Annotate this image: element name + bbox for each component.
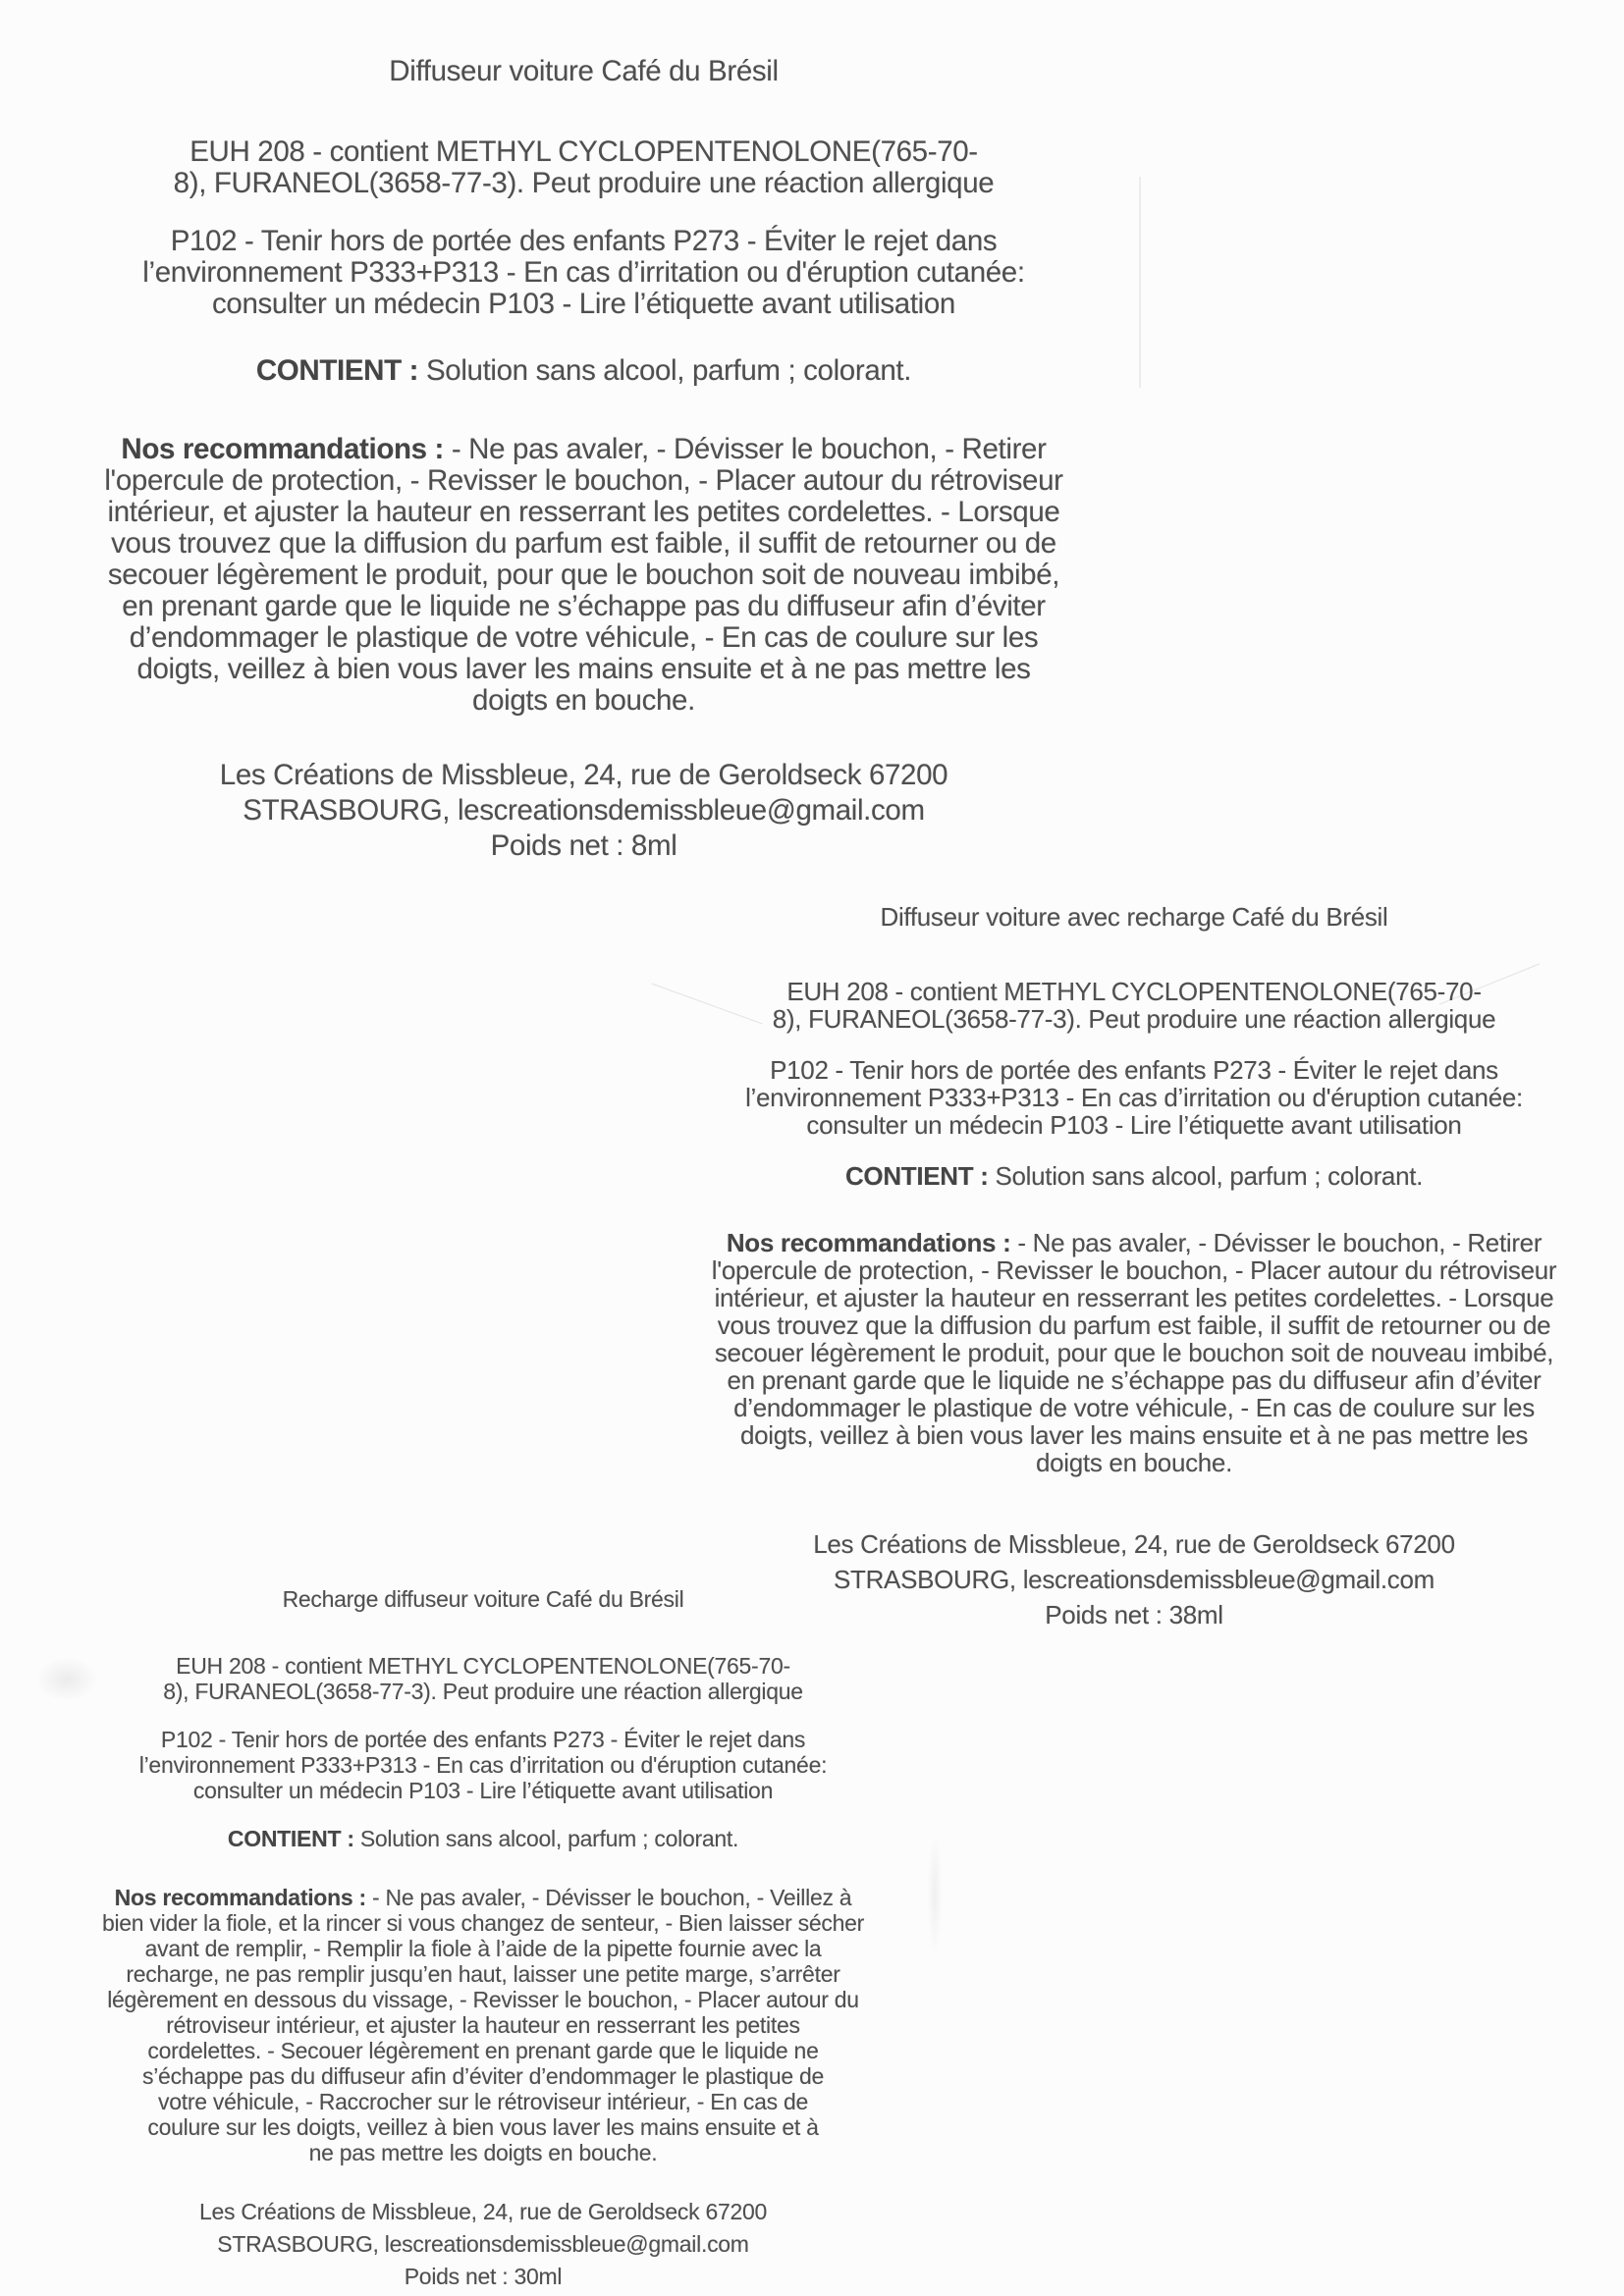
recommendations-line: vous trouvez que la diffusion du parfum est faible, il suffit de retourner ou de: [111, 527, 1056, 560]
contents-text: Solution sans alcool, parfum ; colorant.: [353, 1826, 739, 1851]
contents-statement: [46, 1826, 920, 1851]
recommendations-line: Nos recommandations : - Ne pas avaler, - Dévisser le bouchon, - Retirer: [121, 433, 1047, 465]
title-text: Diffuseur voiture avec recharge Café du Brésil: [880, 902, 1388, 932]
recommendations-line: vous trouvez que la diffusion du parfum est faible, il suffit de retourner ou de: [717, 1310, 1551, 1340]
euh-line: EUH 208 - contient METHYL CYCLOPENTENOLONE(765-70-: [176, 1653, 790, 1679]
recommendations-line: rétroviseur intérieur, et ajuster la hauteur en resserrant les petites: [166, 2012, 800, 2038]
address-line: STRASBOURG, lescreationsdemissbleue@gmail.com: [217, 2231, 749, 2257]
address-line: Les Créations de Missbleue, 24, rue de Geroldseck 67200: [198, 2199, 768, 2224]
precaution-statements: [687, 1056, 1581, 1139]
contents-label: CONTIENT :: [255, 354, 419, 387]
recommendations-line: bien vider la fiole, et la rincer si vous changez de senteur, - Bien laisser sécher: [101, 1910, 865, 1936]
recommendations-label: Nos recommandations :: [726, 1228, 1011, 1257]
recommendations-line: s’échappe pas du diffuseur afin d’éviter d’endommager le plastique de: [142, 2063, 824, 2089]
euh-line: EUH 208 - contient METHYL CYCLOPENTENOLONE(765-70-: [189, 135, 978, 168]
scan-artifact-specks: [928, 1836, 942, 1953]
recommendations-line: secouer légèrement le produit, pour que le bouchon soit de nouveau imbibé,: [714, 1338, 1554, 1367]
recommendations-line: coulure sur les doigts, veillez à bien vous laver les mains ensuite et à: [147, 2114, 819, 2140]
recommendations-label: Nos recommandations :: [121, 433, 445, 465]
contents-line: [22, 355, 1146, 387]
address-line: STRASBOURG, lescreationsdemissbleue@gmail.com: [833, 1565, 1435, 1594]
contents-label: CONTIENT :: [227, 1826, 354, 1851]
recommendations-line: intérieur, et ajuster la hauteur en resserrant les petites cordelettes. - Lorsque: [714, 1283, 1554, 1312]
contents-line: [687, 1162, 1581, 1190]
precaution-line: P102 - Tenir hors de portée des enfants P273 - Éviter le rejet dans: [160, 1727, 806, 1752]
manufacturer-address: [22, 758, 1146, 864]
recommendations-line: intérieur, et ajuster la hauteur en resserrant les petites cordelettes. - Lorsque: [107, 496, 1060, 528]
contents-line: [46, 1826, 920, 1851]
address-line: Les Créations de Missbleue, 24, rue de Geroldseck 67200: [813, 1529, 1455, 1559]
label-recharge-30ml: [46, 1586, 920, 2293]
recommendations-line: l'opercule de protection, - Revisser le bouchon, - Placer autour du rétroviseur: [711, 1255, 1557, 1285]
recommendations-line: recharge, ne pas remplir jusqu’en haut, laisser une petite marge, s’arrêter: [126, 1961, 840, 1987]
recommendations-line: Nos recommandations : - Ne pas avaler, - Dévisser le bouchon, - Retirer: [726, 1228, 1543, 1257]
euh-hazard-statement: [22, 136, 1146, 199]
label-diffuseur-voiture-8ml: [22, 56, 1146, 864]
precaution-line: l’environnement P333+P313 - En cas d’irritation ou d'éruption cutanée:: [138, 1752, 828, 1778]
recommendations-line: d’endommager le plastique de votre véhicule, - En cas de coulure sur les: [129, 621, 1039, 654]
precaution-statements: [22, 226, 1146, 320]
recommendations-line: avant de remplir, - Remplir la fiole à l’aide de la pipette fournie avec la: [144, 1936, 822, 1961]
recommendations-line: en prenant garde que le liquide ne s’échappe pas du diffuseur afin d’éviter: [122, 590, 1046, 622]
recommendations: [687, 1229, 1581, 1476]
precaution-line: consulter un médecin P103 - Lire l’étiquette avant utilisation: [806, 1110, 1462, 1140]
euh-hazard-statement: [46, 1653, 920, 1704]
address-line: STRASBOURG, lescreationsdemissbleue@gmail.com: [243, 794, 925, 827]
recommendations-line: doigts en bouche.: [472, 684, 695, 717]
contents-text: Solution sans alcool, parfum ; colorant.: [418, 354, 912, 387]
manufacturer-address: [46, 2196, 920, 2293]
address-line: Les Créations de Missbleue, 24, rue de Geroldseck 67200: [219, 759, 948, 791]
precaution-line: P102 - Tenir hors de portée des enfants P273 - Éviter le rejet dans: [770, 1055, 1498, 1085]
recommendations-line: l'opercule de protection, - Revisser le bouchon, - Placer autour du rétroviseur: [104, 464, 1063, 497]
precaution-line: consulter un médecin P103 - Lire l’étiquette avant utilisation: [192, 1778, 774, 1803]
contents-text: Solution sans alcool, parfum ; colorant.: [988, 1161, 1424, 1191]
recommendations-line: ne pas mettre les doigts en bouche.: [308, 2140, 658, 2165]
euh-line: 8), FURANEOL(3658-77-3). Peut produire une réaction allergique: [772, 1004, 1496, 1034]
recommendations-line: votre véhicule, - Raccrocher sur le rétroviseur intérieur, - En cas de: [157, 2089, 808, 2114]
label-diffuseur-avec-recharge-38ml: [687, 903, 1581, 1632]
title-text: Recharge diffuseur voiture Café du Brésil: [282, 1586, 684, 1612]
precaution-statements: [46, 1727, 920, 1803]
net-weight: Poids net : 8ml: [490, 829, 677, 862]
recommendations-line: doigts en bouche.: [1036, 1448, 1232, 1477]
net-weight: Poids net : 30ml: [404, 2264, 563, 2289]
precaution-line: consulter un médecin P103 - Lire l’étiquette avant utilisation: [212, 288, 955, 320]
precaution-line: l’environnement P333+P313 - En cas d’irritation ou d'éruption cutanée:: [142, 256, 1025, 289]
euh-line: 8), FURANEOL(3658-77-3). Peut produire une réaction allergique: [173, 167, 995, 199]
euh-line: EUH 208 - contient METHYL CYCLOPENTENOLONE(765-70-: [786, 977, 1482, 1006]
precaution-line: l’environnement P333+P313 - En cas d’irritation ou d'éruption cutanée:: [745, 1083, 1523, 1112]
precaution-line: P102 - Tenir hors de portée des enfants P273 - Éviter le rejet dans: [170, 225, 998, 257]
recommendations: [46, 1885, 920, 2165]
recommendations-line: cordelettes. - Secouer légèrement en prenant garde que le liquide ne: [147, 2038, 819, 2063]
recommendations-label: Nos recommandations :: [114, 1885, 366, 1910]
net-weight: Poids net : 38ml: [1045, 1600, 1223, 1629]
euh-line: 8), FURANEOL(3658-77-3). Peut produire une réaction allergique: [163, 1679, 803, 1704]
recommendations-line: doigts, veillez à bien vous laver les mains ensuite et à ne pas mettre les: [136, 653, 1031, 685]
recommendations-line: en prenant garde que le liquide ne s’échappe pas du diffuseur afin d’éviter: [727, 1365, 1542, 1395]
recommendations-line: légèrement en dessous du vissage, - Revisser le bouchon, - Placer autour du: [107, 1987, 859, 2012]
recommendations-line: d’endommager le plastique de votre véhicule, - En cas de coulure sur les: [733, 1393, 1535, 1422]
contents-label: CONTIENT :: [844, 1161, 989, 1191]
recommendations: [22, 434, 1146, 717]
product-title: [22, 56, 1146, 87]
euh-hazard-statement: [687, 978, 1581, 1033]
recommendations-line: secouer légèrement le produit, pour que le bouchon soit de nouveau imbibé,: [107, 559, 1060, 591]
recommendations-line: doigts, veillez à bien vous laver les mains ensuite et à ne pas mettre les: [739, 1420, 1529, 1450]
product-title: [46, 1586, 920, 1612]
product-title: [687, 903, 1581, 931]
contents-statement: [22, 355, 1146, 387]
recommendations-line: Nos recommandations : - Ne pas avaler, - Dévisser le bouchon, - Veillez à: [114, 1885, 852, 1910]
contents-statement: [687, 1162, 1581, 1190]
title-text: Diffuseur voiture Café du Brésil: [389, 55, 779, 87]
